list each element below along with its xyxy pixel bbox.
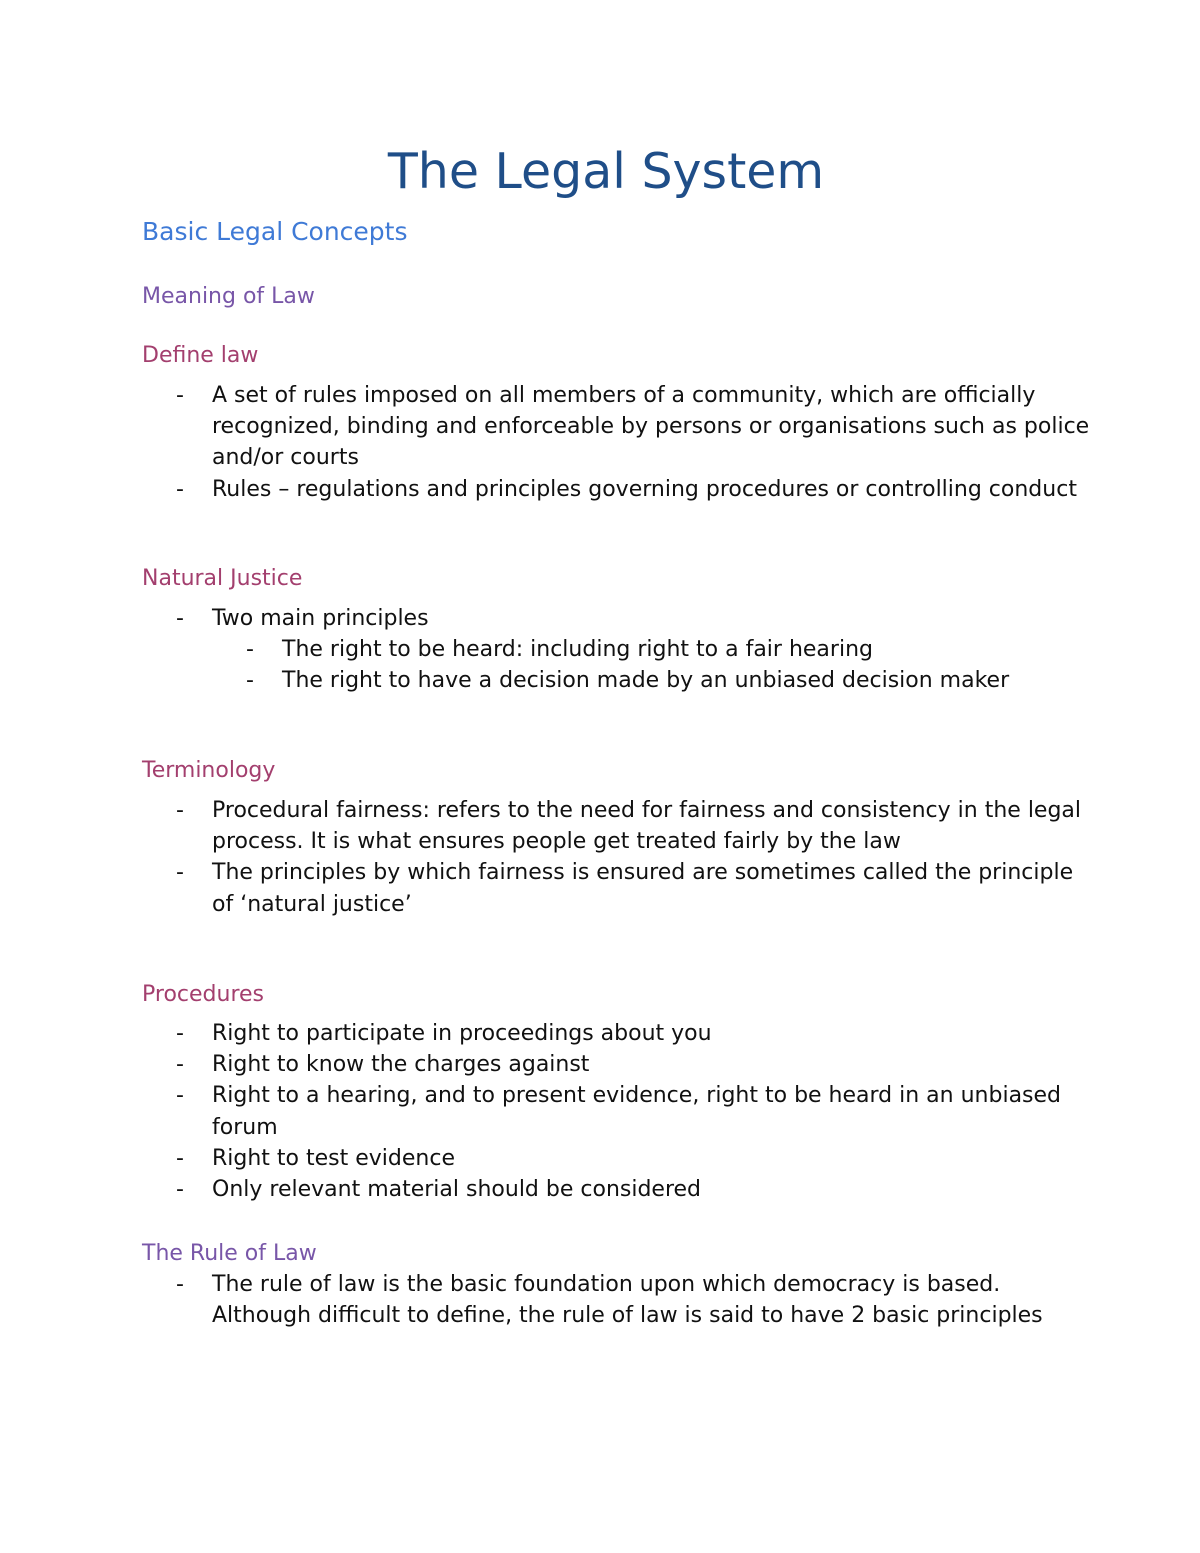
list-item: [172, 1018, 1092, 1049]
list-item: [242, 665, 1092, 696]
rule-of-law-list: [172, 1269, 1092, 1331]
list-item: [172, 1080, 1092, 1142]
list-item-text: Rules – regulations and principles governing procedures or controlling conduct: [212, 476, 1077, 502]
bullet-dash: -: [176, 860, 184, 886]
list-item-text: Right to test evidence: [212, 1145, 455, 1171]
subsection-heading-rule-of-law: The Rule of Law: [142, 1241, 317, 1266]
bullet-dash: -: [176, 1083, 184, 1109]
list-item: [242, 634, 1092, 665]
topic-heading-procedures: Procedures: [142, 982, 264, 1007]
procedures-list: [172, 1018, 1092, 1205]
topic-heading-terminology: Terminology: [142, 758, 276, 783]
bullet-dash: -: [176, 1177, 184, 1203]
section-heading-basic-legal-concepts: Basic Legal Concepts: [142, 217, 408, 246]
list-item: [172, 795, 1092, 857]
list-item-text: A set of rules imposed on all members of a community, which are officially recognized, binding and enforceable by persons or organisations such as police and/or courts: [212, 383, 1090, 471]
list-item: [172, 474, 1092, 505]
list-item: [172, 380, 1092, 474]
list-item: [172, 1174, 1092, 1205]
list-item-text: Only relevant material should be considered: [212, 1177, 702, 1203]
list-item-text: Right to participate in proceedings about you: [212, 1021, 712, 1046]
bullet-dash: -: [176, 383, 184, 408]
topic-heading-define-law: Define law: [142, 343, 259, 368]
bullet-dash: -: [176, 476, 184, 502]
list-item: [172, 857, 1092, 919]
list-item-text: The right to have a decision made by an unbiased decision maker: [282, 668, 1010, 694]
list-item-text: Right to a hearing, and to present evidence, right to be heard in an unbiased forum: [212, 1083, 1062, 1140]
list-item-text: Procedural fairness: refers to the need for fairness and consistency in the legal process. It is what ensures people get treated fairly by the law: [212, 798, 1082, 855]
bullet-dash: -: [246, 637, 254, 663]
list-item-text: The right to be heard: including right to a fair hearing: [282, 637, 873, 663]
bullet-dash: -: [176, 1021, 184, 1046]
list-item-text: The rule of law is the basic foundation upon which democracy is based. Although difficult to define, the rule of law is said to have 2 basic principles: [212, 1272, 1043, 1329]
bullet-dash: -: [176, 1052, 184, 1078]
list-item: [172, 1269, 1092, 1331]
list-item: [172, 1049, 1092, 1080]
list-item-text: Right to know the charges against: [212, 1052, 590, 1078]
define-law-list: [172, 380, 1092, 505]
terminology-list: [172, 795, 1092, 920]
list-item-text: Two main principles: [212, 606, 429, 631]
bullet-dash: -: [176, 798, 184, 823]
document-title: The Legal System: [387, 143, 825, 200]
bullet-dash: -: [176, 1145, 184, 1171]
bullet-dash: -: [176, 1272, 184, 1297]
bullet-dash: -: [246, 668, 254, 694]
subsection-heading-meaning-of-law: Meaning of Law: [142, 284, 315, 309]
list-item: [172, 603, 1092, 634]
bullet-dash: -: [176, 606, 184, 631]
list-item: [172, 1143, 1092, 1174]
topic-heading-natural-justice: Natural Justice: [142, 566, 303, 591]
natural-justice-list: [172, 603, 1092, 697]
list-item-text: The principles by which fairness is ensured are sometimes called the principle of ‘natural justice’: [212, 860, 1074, 917]
